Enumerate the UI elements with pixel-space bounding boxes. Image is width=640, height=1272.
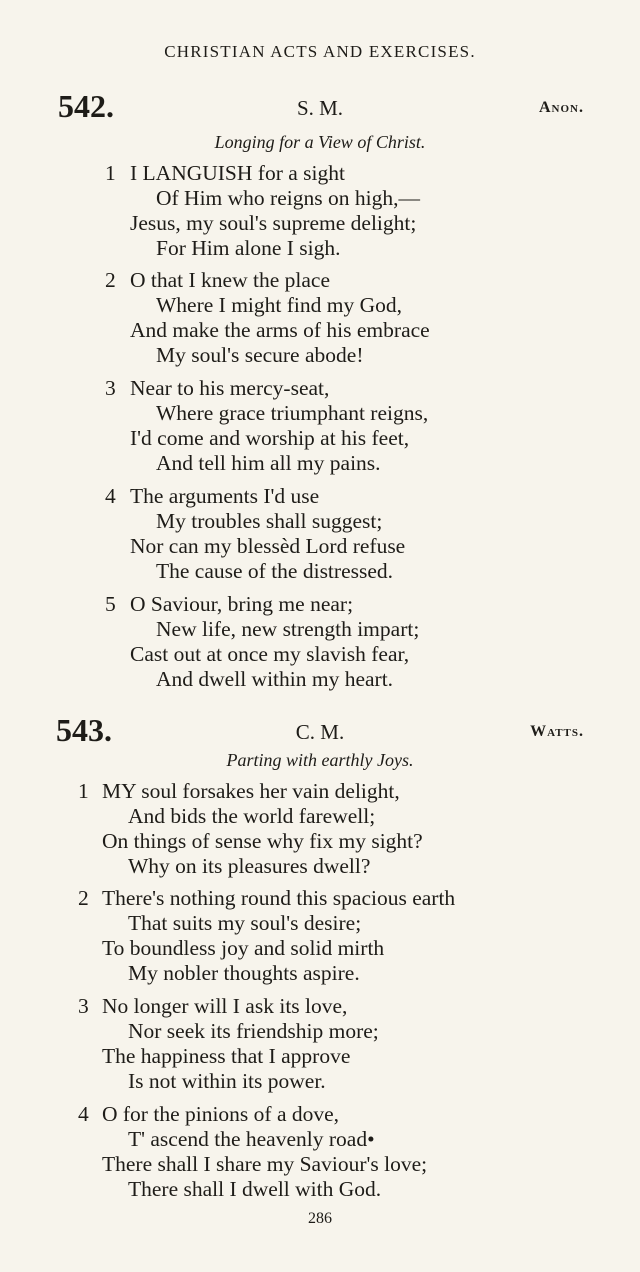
verse-line: There shall I dwell with God. (128, 1177, 382, 1201)
verse-line: Where grace triumphant reigns, (156, 401, 429, 425)
verse-line: Near to his mercy-seat, (130, 376, 330, 400)
verse-line: O for the pinions of a dove, (102, 1102, 340, 1126)
verse-line: O that I knew the place (130, 268, 330, 292)
stanza-number: 3 (105, 376, 116, 400)
verse-line: The cause of the distressed. (156, 559, 394, 583)
verse-line: That suits my soul's desire; (128, 911, 362, 935)
stanza-number: 4 (105, 484, 116, 508)
verse-line: My soul's secure abode! (156, 343, 364, 367)
verse-line: Nor seek its friendship more; (128, 1019, 379, 1043)
hymn-meter: C. M. (295, 720, 345, 744)
hymn-author: Anon. (539, 99, 584, 116)
verse-line: Cast out at once my slavish fear, (130, 642, 410, 666)
verse-line: O Saviour, bring me near; (130, 592, 354, 616)
verse-line: And tell him all my pains. (156, 451, 381, 475)
verse-line: T' ascend the heavenly road• (128, 1127, 375, 1151)
hymn-title: Longing for a View of Christ. (214, 132, 426, 152)
verse-line: Why on its pleasures dwell? (128, 854, 371, 878)
stanza-number: 1 (78, 779, 89, 803)
stanza-number: 3 (78, 994, 89, 1018)
verse-line: I LANGUISH for a sight (130, 161, 345, 185)
verse-line: And dwell within my heart. (156, 667, 394, 691)
verse-line: New life, new strength impart; (156, 617, 420, 641)
stanza-number: 1 (105, 161, 116, 185)
stanza-number: 2 (105, 268, 116, 292)
verse-line: And bids the world farewell; (128, 804, 376, 828)
hymn-number: 542. (58, 88, 114, 124)
hymn-meter: S. M. (296, 96, 344, 120)
hymn-author: Watts. (530, 723, 584, 740)
verse-line: My troubles shall suggest; (156, 509, 383, 533)
verse-line: I'd come and worship at his feet, (130, 426, 410, 450)
verse-line: Is not within its power. (128, 1069, 326, 1093)
verse-line: There shall I share my Saviour's love; (102, 1152, 428, 1176)
hymn-header (0, 712, 640, 748)
verse-line: Of Him who reigns on high,— (156, 186, 420, 210)
stanza-number: 2 (78, 886, 89, 910)
verse-line: For Him alone I sigh. (156, 236, 341, 260)
stanza-number: 4 (78, 1102, 89, 1126)
verse-line: Where I might find my God, (156, 293, 403, 317)
running-head: CHRISTIAN ACTS AND EXERCISES. (164, 42, 476, 61)
verse-line: My nobler thoughts aspire. (128, 961, 360, 985)
stanza-number: 5 (105, 592, 116, 616)
verse-line: The arguments I'd use (130, 484, 320, 508)
verse-line: No longer will I ask its love, (102, 994, 348, 1018)
verse-line: To boundless joy and solid mirth (102, 936, 385, 960)
hymn-header (0, 88, 640, 124)
page-number: 286 (308, 1210, 332, 1227)
hymn-title: Parting with earthly Joys. (226, 750, 414, 770)
verse-line: There's nothing round this spacious earth (102, 886, 456, 910)
verse-line: The happiness that I approve (102, 1044, 351, 1068)
verse-line: Jesus, my soul's supreme delight; (130, 211, 417, 235)
verse-line: MY soul forsakes her vain delight, (102, 779, 400, 803)
verse-line: Nor can my blessèd Lord refuse (130, 534, 406, 558)
hymn-number: 543. (56, 712, 112, 748)
verse-line: On things of sense why fix my sight? (102, 829, 423, 853)
verse-line: And make the arms of his embrace (130, 318, 430, 342)
